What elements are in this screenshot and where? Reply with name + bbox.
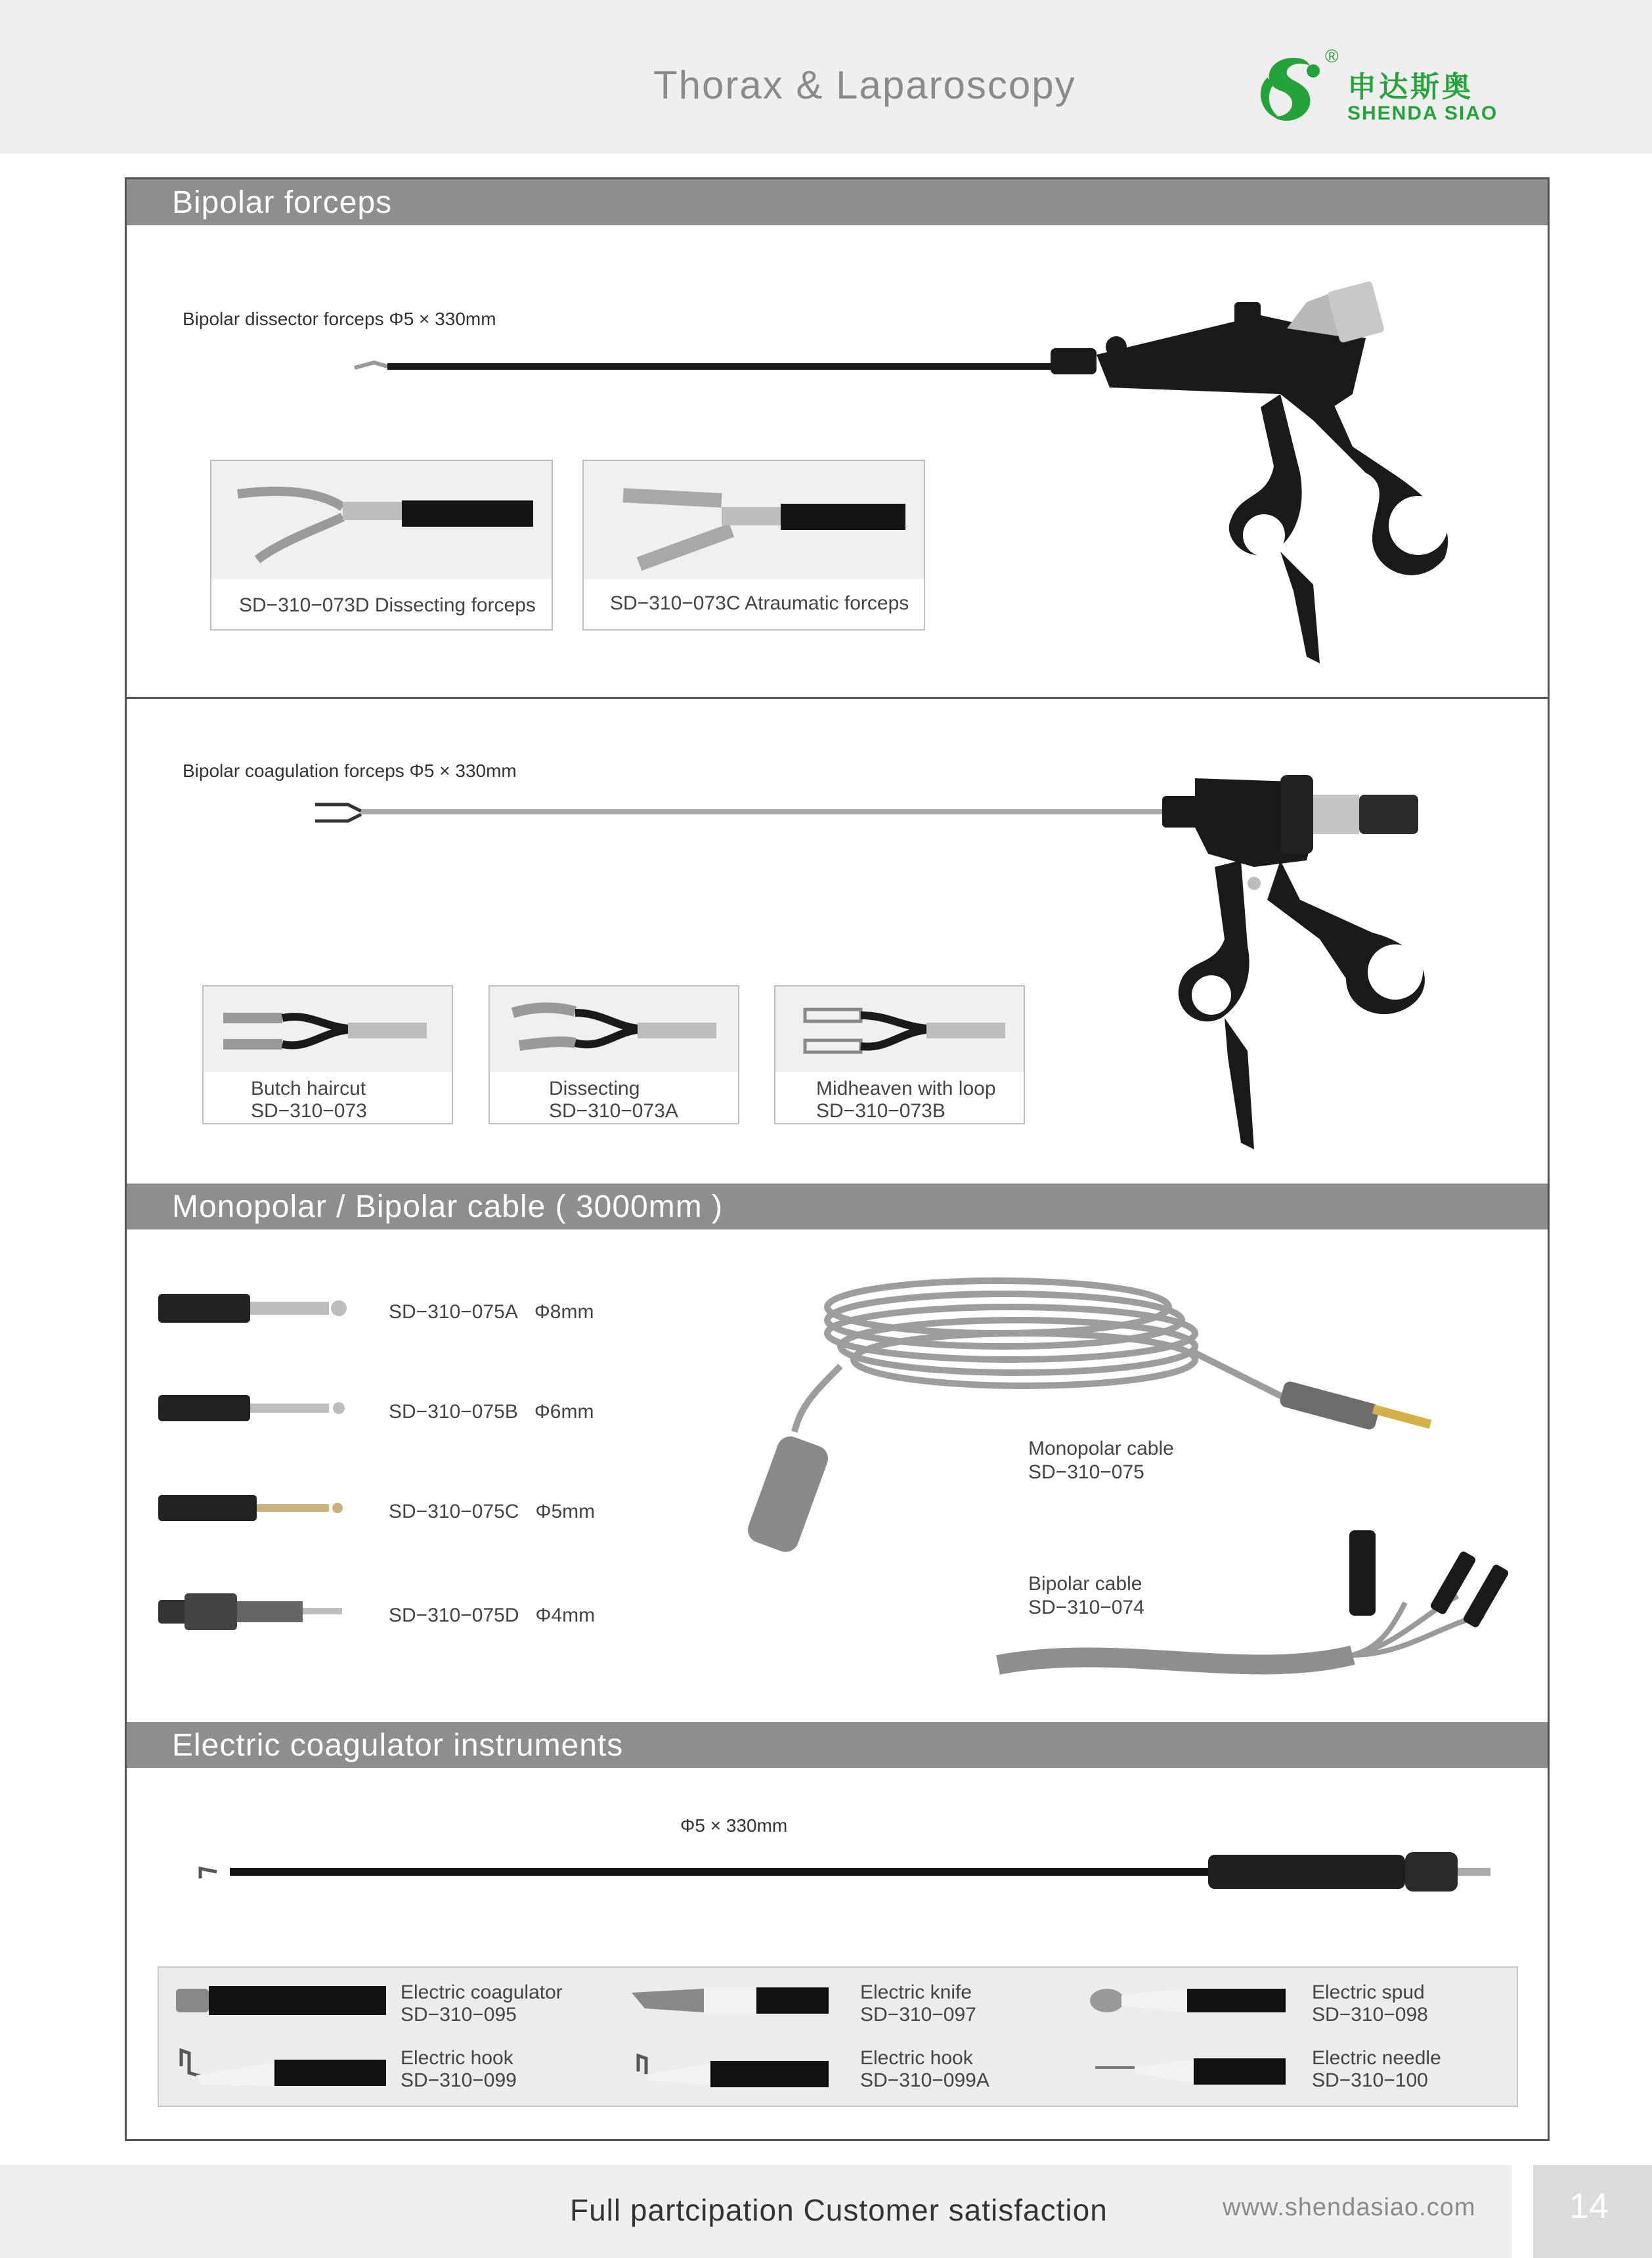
tip-code-spud: SD−310−098 (1312, 2004, 1428, 2026)
tip-caption-atraumatic: SD−310−073C Atraumatic forceps (610, 592, 909, 614)
plug-size-075d: Φ4mm (535, 1605, 596, 1626)
section-title-coagulator: Electric coagulator instruments (172, 1728, 624, 1763)
tip-caption-dissecting: SD−310−073D Dissecting forceps (239, 594, 536, 616)
tip-image-dissecting (211, 461, 552, 579)
tip-code-dissecting-coag: SD−310−073A (549, 1100, 678, 1122)
bipolar-coag-title: Bipolar coagulation forceps Φ5 × 330mm (183, 761, 517, 781)
registered-mark: ® (1325, 46, 1339, 66)
coagulator-dimension: Φ5 × 330mm (680, 1815, 788, 1836)
tip-image-needle (1089, 2047, 1286, 2089)
tip-card-dissecting (210, 460, 553, 631)
plug-code-075b: SD−310−075B (389, 1401, 518, 1423)
shenda-logo-icon (1248, 51, 1333, 130)
tip-image-knife (632, 1982, 829, 2019)
section-title-bipolar-forceps: Bipolar forceps (172, 185, 393, 220)
footer-website-link[interactable]: www.shendasiao.com (1223, 2194, 1476, 2221)
tip-code-midheaven: SD−310−073B (816, 1100, 946, 1122)
tip-image-hook-a (632, 2047, 829, 2089)
tip-image-coagulator (176, 1982, 386, 2019)
monopolar-cable-code: SD−310−075 (1028, 1461, 1144, 1483)
tip-code-knife: SD−310−097 (860, 2004, 976, 2026)
tip-card-butch (202, 985, 453, 1124)
tip-name-knife: Electric knife (860, 1981, 972, 2003)
plug-image-075a (155, 1289, 352, 1328)
tip-image-hook (176, 2047, 386, 2089)
footer-slogan: Full partcipation Customer satisfaction (570, 2193, 1108, 2227)
tip-image-spud (1089, 1981, 1286, 2020)
tip-name-midheaven: Midheaven with loop (816, 1078, 996, 1099)
page-number: 14 (1569, 2186, 1609, 2226)
tip-image-midheaven (775, 986, 1024, 1072)
tip-code-butch: SD−310−073 (251, 1100, 367, 1122)
logo-chinese-text: 申达斯奥 (1347, 70, 1473, 104)
tip-name-dissecting-coag: Dissecting (549, 1078, 640, 1099)
tip-code-coagulator: SD−310−095 (401, 2004, 517, 2026)
tip-image-atraumatic (584, 461, 924, 579)
bipolar-dissector-title: Bipolar dissector forceps Φ5 × 330mm (183, 309, 496, 329)
tip-name-spud: Electric spud (1312, 1981, 1425, 2003)
logo-english-text: SHENDA SIAO (1347, 102, 1498, 124)
tip-code-hook-a: SD−310−099A (860, 2070, 989, 2091)
tip-name-butch: Butch haircut (251, 1078, 366, 1099)
plug-image-075c (155, 1488, 352, 1528)
tip-name-coagulator: Electric coagulator (401, 1981, 563, 2003)
plug-size-075c: Φ5mm (535, 1501, 596, 1522)
plug-image-075b (155, 1388, 352, 1428)
tip-code-hook: SD−310−099 (401, 2070, 517, 2091)
tip-image-dissecting-coag (490, 986, 738, 1072)
tip-name-hook: Electric hook (401, 2047, 513, 2069)
tip-card-atraumatic (582, 460, 925, 631)
plug-code-075d: SD−310−075D (389, 1605, 519, 1626)
monopolar-cable-name: Monopolar cable (1028, 1438, 1174, 1459)
tip-card-dissecting-coag (489, 985, 739, 1124)
plug-label-075d (389, 1604, 595, 1627)
plug-image-075d (155, 1592, 352, 1631)
page-title: Thorax & Laparoscopy (653, 63, 1076, 107)
tip-card-midheaven (774, 985, 1025, 1124)
plug-code-075c: SD−310−075C (389, 1501, 519, 1522)
tip-name-hook-a: Electric hook (860, 2047, 973, 2069)
plug-label-075b (389, 1400, 594, 1424)
tip-image-butch (204, 986, 452, 1072)
plug-size-075a: Φ8mm (534, 1301, 594, 1323)
plug-label-075c (389, 1500, 595, 1524)
section-title-cables: Monopolar / Bipolar cable ( 3000mm ) (172, 1189, 724, 1224)
tip-code-needle: SD−310−100 (1312, 2070, 1428, 2091)
section-divider (127, 697, 1548, 699)
tip-name-needle: Electric needle (1312, 2047, 1441, 2069)
plug-code-075a: SD−310−075A (389, 1301, 518, 1323)
bipolar-cable-code: SD−310−074 (1028, 1597, 1144, 1618)
plug-size-075b: Φ6mm (534, 1401, 594, 1423)
bipolar-cable-name: Bipolar cable (1028, 1573, 1142, 1595)
electric-coagulator-instrument-image (197, 1839, 1510, 1905)
plug-label-075a (389, 1300, 594, 1324)
